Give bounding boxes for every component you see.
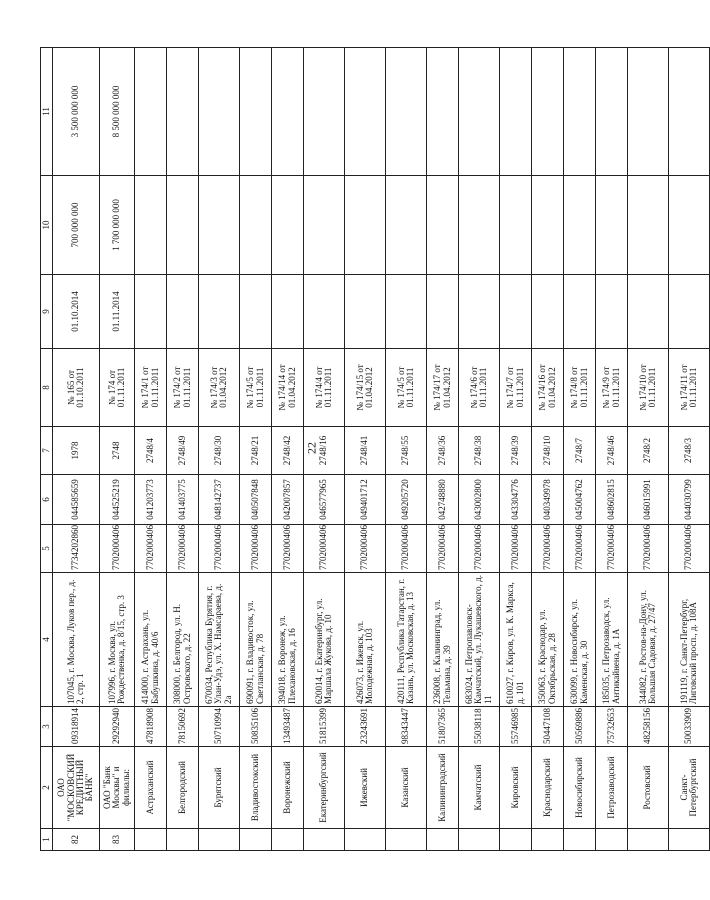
bank-name: Петрозаводский	[596, 747, 628, 829]
bik: 042007857	[272, 475, 304, 525]
inn: 7702000406	[135, 525, 167, 573]
code-okpo: 48258156	[628, 707, 669, 747]
bik: 043304776	[500, 475, 532, 525]
address: 610027, г. Киров, ул. К. Маркса, д. 101	[500, 573, 532, 707]
table-row	[500, 48, 532, 851]
inn: 7702000406	[345, 525, 386, 573]
inn: 7702000406	[596, 525, 628, 573]
code-okpo: 13493487	[272, 707, 304, 747]
inn: 7702000406	[100, 525, 135, 573]
amount-total	[596, 48, 628, 176]
amount-total	[564, 48, 596, 176]
bank-name: Новосибирский	[564, 747, 596, 829]
address: 630099, г. Новосибирск, ул. Каменская, д. 30	[564, 573, 596, 707]
expiry-date	[669, 275, 710, 349]
amount-limit: 700 000 000	[53, 176, 100, 275]
decision-reference: № 174/14 от 01.04.2012	[272, 349, 304, 427]
table-row	[564, 48, 596, 851]
registration-number: 2748/49	[167, 427, 199, 475]
bik: 049205720	[386, 475, 427, 525]
amount-total	[304, 48, 345, 176]
address: 350063, г. Краснодар, ул. Октябрьская, д. 28	[532, 573, 564, 707]
inn: 7702000406	[532, 525, 564, 573]
row-number	[596, 829, 628, 851]
registration-number: 1978	[53, 427, 100, 475]
column-number: 4	[41, 573, 53, 707]
column-number: 6	[41, 475, 53, 525]
registration-number: 2748/46	[596, 427, 628, 475]
row-number	[135, 829, 167, 851]
amount-limit	[135, 176, 167, 275]
inn: 7702000406	[669, 525, 710, 573]
expiry-date	[459, 275, 500, 349]
expiry-date	[135, 275, 167, 349]
amount-limit	[199, 176, 240, 275]
amount-limit	[596, 176, 628, 275]
inn: 7702000406	[272, 525, 304, 573]
bank-name: ОАО "Банк Москвы" и филиалы:	[100, 747, 135, 829]
decision-reference: № 174/5 от 01.11.2011	[240, 349, 272, 427]
bik: 040507848	[240, 475, 272, 525]
decision-reference: № 165 от 01.10.2011	[53, 349, 100, 427]
row-number	[167, 829, 199, 851]
code-okpo: 51815399	[304, 707, 345, 747]
code-okpo: 55746985	[500, 707, 532, 747]
page-number: 22	[304, 442, 319, 454]
bank-name: Астраханский	[135, 747, 167, 829]
bank-name: Бурятский	[199, 747, 240, 829]
column-number: 10	[41, 176, 53, 275]
address: 690091, г. Владивосток, ул. Светланская, д. 78	[240, 573, 272, 707]
bank-name: Ростовский	[628, 747, 669, 829]
bik: 045004762	[564, 475, 596, 525]
row-number	[532, 829, 564, 851]
expiry-date	[628, 275, 669, 349]
bik: 041403775	[167, 475, 199, 525]
amount-limit	[500, 176, 532, 275]
column-number: 7	[41, 427, 53, 475]
address: 394018, г. Воронеж, ул. Плехановская, д. 16	[272, 573, 304, 707]
decision-reference: № 174/2 от 01.11.2011	[167, 349, 199, 427]
amount-limit	[240, 176, 272, 275]
amount-limit	[304, 176, 345, 275]
address: 420111, Республика Татарстан, г. Казань, ул. Московская, д. 13	[386, 573, 427, 707]
bik: 044525219	[100, 475, 135, 525]
registration-number: 2748/16	[304, 427, 345, 475]
inn: 7734202860	[53, 525, 100, 573]
amount-total	[272, 48, 304, 176]
registration-number: 2748	[100, 427, 135, 475]
expiry-date	[240, 275, 272, 349]
decision-reference: № 174 от 01.11.2011	[100, 349, 135, 427]
inn: 7702000406	[564, 525, 596, 573]
inn: 7702000406	[628, 525, 669, 573]
table-row	[304, 48, 345, 851]
row-number	[345, 829, 386, 851]
code-okpo: 50569886	[564, 707, 596, 747]
table-row	[135, 48, 167, 851]
bik: 044585659	[53, 475, 100, 525]
code-okpo: 50033909	[669, 707, 710, 747]
registration-number: 2748/4	[135, 427, 167, 475]
table-row	[240, 48, 272, 851]
amount-total	[345, 48, 386, 176]
table-row	[427, 48, 459, 851]
bank-name: Екатеринбургский	[304, 747, 345, 829]
code-okpo: 47818908	[135, 707, 167, 747]
row-number	[427, 829, 459, 851]
inn: 7702000406	[199, 525, 240, 573]
amount-limit: 1 700 000 000	[100, 176, 135, 275]
amount-limit	[386, 176, 427, 275]
column-number: 2	[41, 747, 53, 829]
inn: 7702000406	[459, 525, 500, 573]
row-number	[459, 829, 500, 851]
amount-total	[135, 48, 167, 176]
amount-total	[386, 48, 427, 176]
table-row	[386, 48, 427, 851]
decision-reference: № 174/1 от 01.11.2011	[135, 349, 167, 427]
bank-name: Ижевский	[345, 747, 386, 829]
bik: 041203773	[135, 475, 167, 525]
row-number: 83	[100, 829, 135, 851]
code-okpo: 50710994	[199, 707, 240, 747]
registration-number: 2748/41	[345, 427, 386, 475]
expiry-date	[272, 275, 304, 349]
registration-number: 2748/39	[500, 427, 532, 475]
amount-limit	[272, 176, 304, 275]
code-okpo: 29292940	[100, 707, 135, 747]
bank-name: Белгородский	[167, 747, 199, 829]
rotated-table-wrapper	[40, 48, 698, 851]
bik: 043002800	[459, 475, 500, 525]
bik: 046577965	[304, 475, 345, 525]
amount-total	[459, 48, 500, 176]
registration-number: 2748/42	[272, 427, 304, 475]
decision-reference: № 174/7 от 01.11.2011	[500, 349, 532, 427]
registration-number: 2748/36	[427, 427, 459, 475]
table-row	[628, 48, 669, 851]
amount-limit	[532, 176, 564, 275]
amount-total	[167, 48, 199, 176]
expiry-date: 01.10.2014	[53, 275, 100, 349]
column-number: 5	[41, 525, 53, 573]
decision-reference: № 174/6 от 01.11.2011	[459, 349, 500, 427]
expiry-date	[199, 275, 240, 349]
bank-name: Камчатский	[459, 747, 500, 829]
decision-reference: № 174/10 от 01.11.2011	[628, 349, 669, 427]
registration-number: 2748/10	[532, 427, 564, 475]
bank-name: Казанский	[386, 747, 427, 829]
registration-number: 2748/30	[199, 427, 240, 475]
address: 107996, г. Москва, ул. Рождественка, д. 8/15, стр. 3	[100, 573, 135, 707]
bank-register-table	[40, 47, 710, 851]
decision-reference: № 174/8 от 01.11.2011	[564, 349, 596, 427]
bik: 042748880	[427, 475, 459, 525]
amount-limit	[459, 176, 500, 275]
bik: 048142737	[199, 475, 240, 525]
decision-reference: № 174/16 от 01.04.2012	[532, 349, 564, 427]
address: 107045, г. Москва, Луков пер., д. 2, стр. 1	[53, 573, 100, 707]
expiry-date	[500, 275, 532, 349]
bik: 046015991	[628, 475, 669, 525]
code-okpo: 09318914	[53, 707, 100, 747]
bank-name: Санкт-Петербургский	[669, 747, 710, 829]
amount-total	[199, 48, 240, 176]
registration-number: 2748/7	[564, 427, 596, 475]
amount-total	[240, 48, 272, 176]
amount-limit	[669, 176, 710, 275]
bank-name: Владивостокский	[240, 747, 272, 829]
expiry-date	[427, 275, 459, 349]
code-okpo: 78150692	[167, 707, 199, 747]
amount-total: 3 500 000 000	[53, 48, 100, 176]
row-number	[240, 829, 272, 851]
expiry-date: 01.11.2014	[100, 275, 135, 349]
registration-number: 2748/2	[628, 427, 669, 475]
decision-reference: № 174/3 от 01.04.2012	[199, 349, 240, 427]
decision-reference: № 174/11 от 01.11.2011	[669, 349, 710, 427]
inn: 7702000406	[386, 525, 427, 573]
column-number: 8	[41, 349, 53, 427]
table-row	[669, 48, 710, 851]
address: 426073, г. Ижевск, ул. Молодежная, д. 103	[345, 573, 386, 707]
code-okpo: 51807365	[427, 707, 459, 747]
table-row	[167, 48, 199, 851]
row-number	[272, 829, 304, 851]
inn: 7702000406	[304, 525, 345, 573]
column-number: 1	[41, 829, 53, 851]
decision-reference: № 174/4 от 01.11.2011	[304, 349, 345, 427]
table-row	[345, 48, 386, 851]
registration-number: 2748/55	[386, 427, 427, 475]
bank-name: Кировский	[500, 747, 532, 829]
bank-name: Краснодарский	[532, 747, 564, 829]
address: 236008, г. Калининград, ул. Тельмана, д. 39	[427, 573, 459, 707]
expiry-date	[304, 275, 345, 349]
address: 191119, г. Санкт-Петербург, Лиговский просп., д. 108А	[669, 573, 710, 707]
decision-reference: № 174/17 от 01.04.2012	[427, 349, 459, 427]
row-number	[564, 829, 596, 851]
registration-number: 2748/3	[669, 427, 710, 475]
address: 344082, г. Ростов-на-Дону, ул. Большая Садовая, д. 27/47	[628, 573, 669, 707]
bik: 049401712	[345, 475, 386, 525]
column-number-row	[41, 48, 53, 851]
registration-number: 2748/38	[459, 427, 500, 475]
expiry-date	[532, 275, 564, 349]
address: 683024, г. Петропавловск-Камчатский, ул. Лукашевского, д. 11	[459, 573, 500, 707]
expiry-date	[564, 275, 596, 349]
table-row	[53, 48, 100, 851]
table-row	[199, 48, 240, 851]
amount-total	[628, 48, 669, 176]
address: 670034, Республика Бурятия, г. Улан-Удэ, ул. Х. Намсараева, д. 2а	[199, 573, 240, 707]
code-okpo: 75732653	[596, 707, 628, 747]
row-number	[500, 829, 532, 851]
table-row	[459, 48, 500, 851]
code-okpo: 23243691	[345, 707, 386, 747]
row-number	[628, 829, 669, 851]
amount-total	[500, 48, 532, 176]
code-okpo: 55038118	[459, 707, 500, 747]
row-number	[669, 829, 710, 851]
code-okpo: 50835106	[240, 707, 272, 747]
bik: 044030799	[669, 475, 710, 525]
decision-reference: № 174/9 от 01.11.2011	[596, 349, 628, 427]
bank-name: Воронежский	[272, 747, 304, 829]
row-number	[386, 829, 427, 851]
bik: 048602815	[596, 475, 628, 525]
table-row	[272, 48, 304, 851]
column-number: 3	[41, 707, 53, 747]
amount-total	[532, 48, 564, 176]
code-okpo: 98343447	[386, 707, 427, 747]
address: 185035, г. Петрозаводск, ул. Антикайнена, д. 1А	[596, 573, 628, 707]
inn: 7702000406	[240, 525, 272, 573]
amount-limit	[167, 176, 199, 275]
amount-limit	[427, 176, 459, 275]
inn: 7702000406	[167, 525, 199, 573]
inn: 7702000406	[500, 525, 532, 573]
amount-total: 8 500 000 000	[100, 48, 135, 176]
column-number: 11	[41, 48, 53, 176]
amount-total	[669, 48, 710, 176]
address: 620014, г. Екатеринбург, ул. Маршала Жукова, д. 10	[304, 573, 345, 707]
amount-limit	[628, 176, 669, 275]
amount-limit	[345, 176, 386, 275]
row-number	[199, 829, 240, 851]
row-number: 82	[53, 829, 100, 851]
bik: 040349978	[532, 475, 564, 525]
table-row	[532, 48, 564, 851]
expiry-date	[386, 275, 427, 349]
bank-name: ОАО "МОСКОВСКИЙ КРЕДИТНЫЙ БАНК"	[53, 747, 100, 829]
code-okpo: 50447108	[532, 707, 564, 747]
expiry-date	[596, 275, 628, 349]
amount-total	[427, 48, 459, 176]
decision-reference: № 174/15 от 01.04.2012	[345, 349, 386, 427]
inn: 7702000406	[427, 525, 459, 573]
table-row	[100, 48, 135, 851]
address: 414000, г. Астрахань, ул. Бабушкина, д. 40/6	[135, 573, 167, 707]
decision-reference: № 174/5 от 01.11.2011	[386, 349, 427, 427]
expiry-date	[167, 275, 199, 349]
table-row	[596, 48, 628, 851]
amount-limit	[564, 176, 596, 275]
row-number	[304, 829, 345, 851]
expiry-date	[345, 275, 386, 349]
bank-name: Калининградский	[427, 747, 459, 829]
registration-number: 2748/21	[240, 427, 272, 475]
column-number: 9	[41, 275, 53, 349]
address: 308000, г. Белгород, ул. Н. Островского, д. 22	[167, 573, 199, 707]
